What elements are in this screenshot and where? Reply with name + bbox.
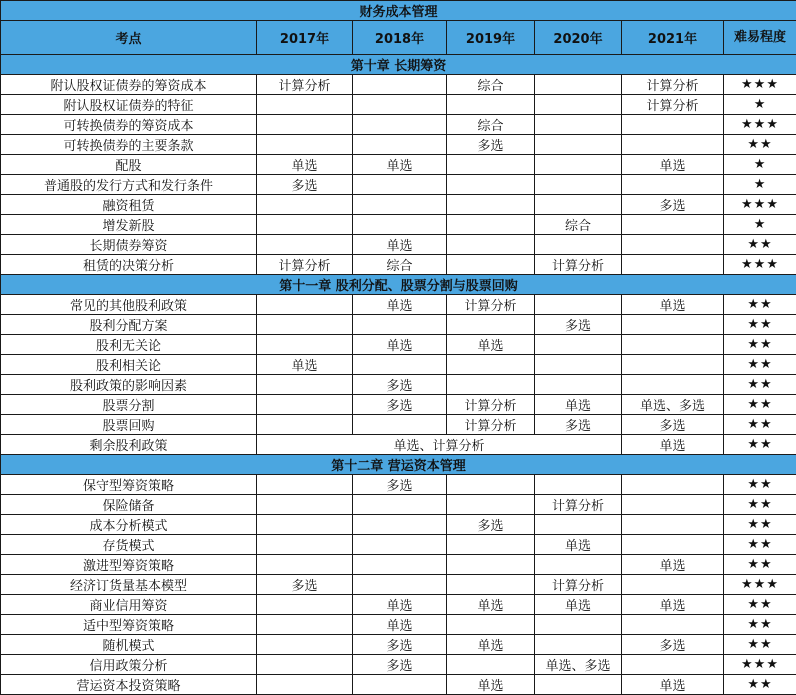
cell-2020 xyxy=(535,355,622,375)
difficulty-stars: ★★ xyxy=(724,515,796,535)
cell-2017 xyxy=(257,495,353,515)
header-topic: 考点 xyxy=(1,21,257,55)
table-body xyxy=(1,1,796,695)
cell-2018 xyxy=(353,515,447,535)
difficulty-stars: ★★ xyxy=(724,335,796,355)
difficulty-stars: ★★ xyxy=(724,395,796,415)
cell-2018 xyxy=(353,555,447,575)
cell-2017 xyxy=(257,635,353,655)
cell-2019 xyxy=(447,155,535,175)
cell-2018 xyxy=(353,115,447,135)
cell-2020 xyxy=(535,195,622,215)
cell-2019 xyxy=(447,315,535,335)
cell-2020 xyxy=(535,135,622,155)
cell-2021: 多选 xyxy=(622,415,724,435)
cell-2018 xyxy=(353,135,447,155)
cell-2017 xyxy=(257,95,353,115)
topic-cell: 存货模式 xyxy=(1,535,257,555)
cell-2020 xyxy=(535,295,622,315)
cell-2018: 单选 xyxy=(353,615,447,635)
cell-2018 xyxy=(353,215,447,235)
topic-cell: 可转换债券的筹资成本 xyxy=(1,115,257,135)
table-row xyxy=(1,95,796,115)
difficulty-stars: ★ xyxy=(724,215,796,235)
cell-2021 xyxy=(622,615,724,635)
cell-2021: 单选 xyxy=(622,155,724,175)
cell-2018 xyxy=(353,175,447,195)
topic-cell: 融资租赁 xyxy=(1,195,257,215)
cell-2020 xyxy=(535,615,622,635)
cell-2018: 多选 xyxy=(353,475,447,495)
difficulty-stars: ★★★ xyxy=(724,195,796,215)
table-row xyxy=(1,155,796,175)
cell-2021: 单选 xyxy=(622,675,724,695)
cell-2021 xyxy=(622,235,724,255)
difficulty-stars: ★★★ xyxy=(724,75,796,95)
cell-2019 xyxy=(447,555,535,575)
topic-cell: 股利政策的影响因素 xyxy=(1,375,257,395)
cell-2017: 多选 xyxy=(257,175,353,195)
header-2021: 2021年 xyxy=(622,21,724,55)
cell-2021 xyxy=(622,115,724,135)
cell-2021 xyxy=(622,495,724,515)
cell-2020: 多选 xyxy=(535,415,622,435)
header-difficulty: 难易程度 xyxy=(724,21,796,55)
cell-2019: 综合 xyxy=(447,75,535,95)
cell-2019: 计算分析 xyxy=(447,295,535,315)
difficulty-stars: ★ xyxy=(724,95,796,115)
difficulty-stars: ★★ xyxy=(724,535,796,555)
cell-2018: 多选 xyxy=(353,655,447,675)
cell-2019: 综合 xyxy=(447,115,535,135)
cell-2021 xyxy=(622,135,724,155)
cell-2017: 计算分析 xyxy=(257,255,353,275)
cell-2017 xyxy=(257,115,353,135)
cell-2021 xyxy=(622,515,724,535)
table-row xyxy=(1,535,796,555)
cell-2021: 单选 xyxy=(622,595,724,615)
difficulty-stars: ★★ xyxy=(724,595,796,615)
cell-2018 xyxy=(353,75,447,95)
difficulty-stars: ★★★ xyxy=(724,655,796,675)
cell-2019 xyxy=(447,375,535,395)
cell-2019: 多选 xyxy=(447,515,535,535)
table-row xyxy=(1,655,796,675)
table-row xyxy=(1,235,796,255)
cell-2017 xyxy=(257,375,353,395)
table-row xyxy=(1,135,796,155)
cell-2021 xyxy=(622,255,724,275)
topic-cell: 常见的其他股利政策 xyxy=(1,295,257,315)
cell-2020 xyxy=(535,115,622,135)
topic-cell: 可转换债券的主要条款 xyxy=(1,135,257,155)
cell-2021 xyxy=(622,535,724,555)
cell-2017 xyxy=(257,235,353,255)
topic-cell: 成本分析模式 xyxy=(1,515,257,535)
table-row xyxy=(1,215,796,235)
cell-2018: 单选 xyxy=(353,295,447,315)
difficulty-stars: ★★ xyxy=(724,135,796,155)
topic-cell: 股利无关论 xyxy=(1,335,257,355)
chapter-title: 第十二章 营运资本管理 xyxy=(1,455,796,475)
cell-2018 xyxy=(353,195,447,215)
difficulty-stars: ★★ xyxy=(724,435,796,455)
topic-cell: 商业信用筹资 xyxy=(1,595,257,615)
table-row xyxy=(1,575,796,595)
difficulty-stars: ★★★ xyxy=(724,115,796,135)
cell-2017 xyxy=(257,415,353,435)
cell-2020 xyxy=(535,375,622,395)
topic-cell: 随机模式 xyxy=(1,635,257,655)
topic-cell: 普通股的发行方式和发行条件 xyxy=(1,175,257,195)
cell-2021 xyxy=(622,355,724,375)
table-row xyxy=(1,355,796,375)
table-row xyxy=(1,115,796,135)
cell-2018 xyxy=(353,575,447,595)
cell-2018: 综合 xyxy=(353,255,447,275)
cell-2021 xyxy=(622,655,724,675)
cell-2018: 多选 xyxy=(353,375,447,395)
header-row xyxy=(1,21,796,55)
topic-cell: 营运资本投资策略 xyxy=(1,675,257,695)
table-row xyxy=(1,595,796,615)
topic-cell: 剩余股利政策 xyxy=(1,435,257,455)
cell-2020: 单选、多选 xyxy=(535,655,622,675)
header-2020: 2020年 xyxy=(535,21,622,55)
cell-2021 xyxy=(622,215,724,235)
topic-cell: 保守型筹资策略 xyxy=(1,475,257,495)
difficulty-stars: ★★★ xyxy=(724,575,796,595)
cell-2019 xyxy=(447,575,535,595)
cell-2018: 单选 xyxy=(353,595,447,615)
cell-2020 xyxy=(535,95,622,115)
table-row xyxy=(1,295,796,315)
cell-2019: 计算分析 xyxy=(447,415,535,435)
table-row xyxy=(1,435,796,455)
cell-2018: 单选 xyxy=(353,155,447,175)
topic-cell: 附认股权证债券的筹资成本 xyxy=(1,75,257,95)
cell-2018: 单选 xyxy=(353,335,447,355)
cell-2020 xyxy=(535,635,622,655)
table-row xyxy=(1,515,796,535)
cell-2017 xyxy=(257,595,353,615)
cell-2021 xyxy=(622,335,724,355)
cell-2020 xyxy=(535,555,622,575)
title-row xyxy=(1,1,796,21)
table-row xyxy=(1,195,796,215)
cell-2018: 单选 xyxy=(353,235,447,255)
cell-2019 xyxy=(447,195,535,215)
table-row xyxy=(1,555,796,575)
cell-2020 xyxy=(535,155,622,175)
cell-2017 xyxy=(257,555,353,575)
cell-2021: 计算分析 xyxy=(622,95,724,115)
cell-2019 xyxy=(447,175,535,195)
topic-cell: 股利分配方案 xyxy=(1,315,257,335)
difficulty-stars: ★★ xyxy=(724,235,796,255)
cell-2021: 多选 xyxy=(622,635,724,655)
topic-cell: 增发新股 xyxy=(1,215,257,235)
cell-2021 xyxy=(622,175,724,195)
cell-2017 xyxy=(257,475,353,495)
difficulty-stars: ★★ xyxy=(724,615,796,635)
cell-2017 xyxy=(257,395,353,415)
merged-cell: 单选、计算分析 xyxy=(257,435,622,455)
table-row xyxy=(1,75,796,95)
cell-2020 xyxy=(535,235,622,255)
cell-2020 xyxy=(535,515,622,535)
cell-2017 xyxy=(257,295,353,315)
cell-2020: 计算分析 xyxy=(535,575,622,595)
cell-2019 xyxy=(447,495,535,515)
cell-2019: 单选 xyxy=(447,635,535,655)
difficulty-stars: ★★ xyxy=(724,495,796,515)
cell-2019: 单选 xyxy=(447,335,535,355)
cell-2018 xyxy=(353,535,447,555)
cell-2021: 单选 xyxy=(622,555,724,575)
cell-2018: 多选 xyxy=(353,635,447,655)
difficulty-stars: ★ xyxy=(724,175,796,195)
cell-2020: 计算分析 xyxy=(535,255,622,275)
table-row xyxy=(1,495,796,515)
difficulty-stars: ★★ xyxy=(724,415,796,435)
difficulty-stars: ★★ xyxy=(724,375,796,395)
cell-2020 xyxy=(535,675,622,695)
cell-2018 xyxy=(353,675,447,695)
cell-2017 xyxy=(257,335,353,355)
cell-2017 xyxy=(257,515,353,535)
cell-2017: 计算分析 xyxy=(257,75,353,95)
table-row xyxy=(1,315,796,335)
table-row xyxy=(1,335,796,355)
cell-2019 xyxy=(447,255,535,275)
table-row xyxy=(1,475,796,495)
topic-cell: 信用政策分析 xyxy=(1,655,257,675)
cell-2017 xyxy=(257,215,353,235)
chapter-title: 第十章 长期筹资 xyxy=(1,55,796,75)
difficulty-stars: ★★ xyxy=(724,315,796,335)
topic-cell: 股利相关论 xyxy=(1,355,257,375)
cell-2017 xyxy=(257,675,353,695)
topic-cell: 适中型筹资策略 xyxy=(1,615,257,635)
topic-cell: 长期债券筹资 xyxy=(1,235,257,255)
topic-cell: 配股 xyxy=(1,155,257,175)
difficulty-stars: ★★ xyxy=(724,635,796,655)
difficulty-stars: ★★ xyxy=(724,675,796,695)
cell-2019: 单选 xyxy=(447,595,535,615)
cell-2018: 多选 xyxy=(353,395,447,415)
table-row xyxy=(1,415,796,435)
cell-2017 xyxy=(257,195,353,215)
cell-2019: 计算分析 xyxy=(447,395,535,415)
difficulty-stars: ★★ xyxy=(724,355,796,375)
topic-cell: 股票分割 xyxy=(1,395,257,415)
table-row xyxy=(1,615,796,635)
difficulty-stars: ★★ xyxy=(724,295,796,315)
table-title: 财务成本管理 xyxy=(1,1,796,21)
cell-2018 xyxy=(353,355,447,375)
cell-2019 xyxy=(447,355,535,375)
cell-2017: 单选 xyxy=(257,155,353,175)
cell-2017: 单选 xyxy=(257,355,353,375)
cell-2017 xyxy=(257,135,353,155)
cell-2019: 多选 xyxy=(447,135,535,155)
cell-2020: 多选 xyxy=(535,315,622,335)
cell-2017: 多选 xyxy=(257,575,353,595)
difficulty-stars: ★★ xyxy=(724,555,796,575)
header-2019: 2019年 xyxy=(447,21,535,55)
difficulty-stars: ★ xyxy=(724,155,796,175)
topic-cell: 股票回购 xyxy=(1,415,257,435)
cell-2020: 单选 xyxy=(535,395,622,415)
cell-2020: 综合 xyxy=(535,215,622,235)
difficulty-stars: ★★ xyxy=(724,475,796,495)
cell-2019 xyxy=(447,475,535,495)
cell-2021: 单选 xyxy=(622,435,724,455)
cell-2018 xyxy=(353,415,447,435)
topic-cell: 经济订货量基本模型 xyxy=(1,575,257,595)
cell-2020: 单选 xyxy=(535,595,622,615)
cell-2017 xyxy=(257,615,353,635)
cell-2021 xyxy=(622,575,724,595)
cell-2017 xyxy=(257,315,353,335)
topic-cell: 租赁的决策分析 xyxy=(1,255,257,275)
cell-2020 xyxy=(535,475,622,495)
cell-2021: 单选、多选 xyxy=(622,395,724,415)
table-row xyxy=(1,395,796,415)
table-row xyxy=(1,675,796,695)
cell-2021: 多选 xyxy=(622,195,724,215)
cell-2019: 单选 xyxy=(447,675,535,695)
table-row xyxy=(1,255,796,275)
cell-2018 xyxy=(353,315,447,335)
chapter-title: 第十一章 股利分配、股票分割与股票回购 xyxy=(1,275,796,295)
cell-2020: 单选 xyxy=(535,535,622,555)
cell-2021 xyxy=(622,375,724,395)
difficulty-stars: ★★★ xyxy=(724,255,796,275)
cell-2020 xyxy=(535,335,622,355)
cell-2018 xyxy=(353,495,447,515)
cell-2019 xyxy=(447,615,535,635)
header-2018: 2018年 xyxy=(353,21,447,55)
table-row xyxy=(1,375,796,395)
table-row xyxy=(1,635,796,655)
header-2017: 2017年 xyxy=(257,21,353,55)
cell-2020: 计算分析 xyxy=(535,495,622,515)
chapter-row xyxy=(1,275,796,295)
table-row xyxy=(1,175,796,195)
cell-2019 xyxy=(447,215,535,235)
cell-2019 xyxy=(447,535,535,555)
cell-2017 xyxy=(257,535,353,555)
cell-2020 xyxy=(535,75,622,95)
cell-2020 xyxy=(535,175,622,195)
topic-cell: 保险储备 xyxy=(1,495,257,515)
cell-2019 xyxy=(447,655,535,675)
chapter-row xyxy=(1,455,796,475)
cell-2021 xyxy=(622,475,724,495)
cell-2017 xyxy=(257,655,353,675)
cell-2021: 计算分析 xyxy=(622,75,724,95)
cell-2019 xyxy=(447,95,535,115)
topic-cell: 附认股权证债券的特征 xyxy=(1,95,257,115)
cell-2021: 单选 xyxy=(622,295,724,315)
cell-2018 xyxy=(353,95,447,115)
chapter-row xyxy=(1,55,796,75)
topic-cell: 激进型筹资策略 xyxy=(1,555,257,575)
cell-2019 xyxy=(447,235,535,255)
cell-2021 xyxy=(622,315,724,335)
